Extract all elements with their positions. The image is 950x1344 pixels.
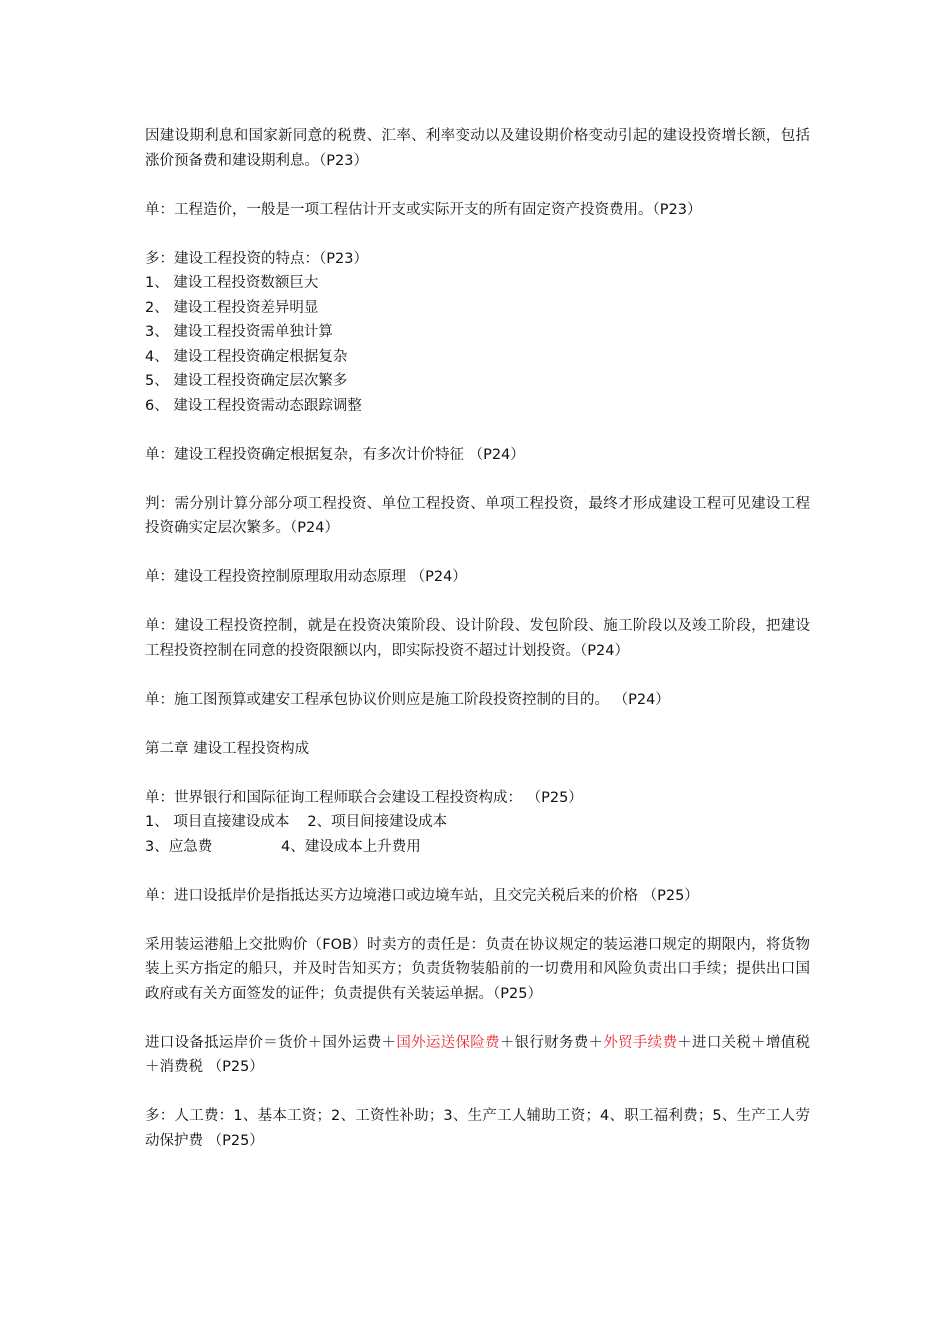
formula-highlight: 外贸手续费 xyxy=(603,1034,678,1051)
list-item: 6、 建设工程投资需动态跟踪调整 xyxy=(145,397,362,414)
formula-part: 进口设备抵运岸价＝货价＋国外运费＋ xyxy=(145,1034,397,1051)
list-title: 多：建设工程投资的特点：（P23） xyxy=(145,250,368,267)
list-world-bank-composition xyxy=(145,786,810,860)
list-item: 4、建设成本上升费用 xyxy=(281,838,421,855)
paragraph-multiple-pricing: 单：建设工程投资确定根据复杂，有多次计价特征 （P24） xyxy=(145,446,525,463)
list-item: 4、 建设工程投资确定根据复杂 xyxy=(145,348,348,365)
paragraph-investment-control: 单：建设工程投资控制，就是在投资决策阶段、设计阶段、发包阶段、施工阶段以及竣工阶段，把建设工程投资控制在同意的投资限额以内，即实际投资不超过计划投资。（P24） xyxy=(145,618,810,659)
list-item: 5、 建设工程投资确定层次繁多 xyxy=(145,373,348,389)
paragraph-engineering-cost: 单：工程造价，一般是一项工程估计开支或实际开支的所有固定资产投资费用。（P23） xyxy=(145,201,702,218)
paragraph-construction-budget: 单：施工图预算或建安工程承包协议价则应是施工阶段投资控制的目的。 （P24） xyxy=(145,691,670,708)
list-row xyxy=(145,835,810,860)
formula-part: ＋进口关税＋增值税＋消费税 （P25） xyxy=(145,1034,811,1075)
paragraph-labor-cost: 多：人工费：1、基本工资；2、工资性补助；3、生产工人辅助工资；4、职工福利费；5、生产工人劳动保护费 （P25） xyxy=(145,1108,810,1149)
paragraph-control-principle: 单：建设工程投资控制原理取用动态原理 （P24） xyxy=(145,569,467,585)
list-item: 2、 建设工程投资差异明显 xyxy=(145,299,319,316)
paragraph-import-price-formula xyxy=(145,1031,810,1080)
document-page xyxy=(145,124,810,1178)
formula-highlight: 国外运送保险费 xyxy=(396,1034,500,1051)
list-row xyxy=(145,810,810,835)
formula-part: ＋银行财务费＋ xyxy=(499,1034,604,1051)
list-item: 2、项目间接建设成本 xyxy=(307,814,448,830)
list-title: 单：世界银行和国际征询工程师联合会建设工程投资构成： （P25） xyxy=(145,789,583,806)
list-investment-features xyxy=(145,247,810,419)
list-item: 3、应急费 xyxy=(145,838,213,855)
paragraph-cif-price: 单：进口设抵岸价是指抵达买方边境港口或边境车站，且交完关税后来的价格 （P25） xyxy=(145,887,699,904)
paragraph-judgment: 判：需分别计算分部分项工程投资、单位工程投资、单项工程投资，最终才形成建设工程可见建设工程投资确实定层次繁多。（P24） xyxy=(145,495,810,536)
list-item: 1、 建设工程投资数额巨大 xyxy=(145,275,319,291)
list-item: 1、 项目直接建设成本 xyxy=(145,814,290,830)
paragraph-price-reserve: 因建设期利息和国家新同意的税费、汇率、利率变动以及建设期价格变动引起的建设投资增长额，包括涨价预备费和建设期利息。（P23） xyxy=(145,128,810,169)
chapter-heading: 第二章 建设工程投资构成 xyxy=(145,740,310,757)
paragraph-fob-duties: 采用装运港船上交批购价（FOB）时卖方的责任是：负责在协议规定的装运港口规定的期限内，将货物装上买方指定的船只，并及时告知买方；负责货物装船前的一切费用和风险负责出口手续；提供出口国政府或有关方面签发的证件；负责提供有关装运单据。（P25） xyxy=(145,936,810,1002)
list-item: 3、 建设工程投资需单独计算 xyxy=(145,324,333,340)
